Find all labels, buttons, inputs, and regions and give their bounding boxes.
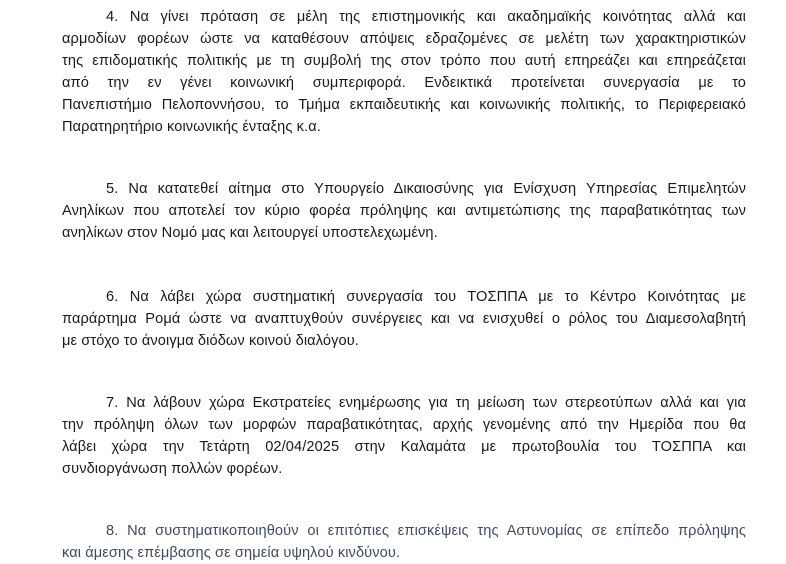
paragraph-5 (62, 178, 746, 244)
text-line: 6. Να λάβει χώρα συστηματική συνεργασία του ΤΟΣΠΠΑ με το Κέντρο Κοινότητας με (106, 289, 746, 305)
paragraph-spacer (62, 138, 746, 178)
paragraph-spacer (62, 352, 746, 392)
text-line: αρμοδίων φορέων ώστε να καταθέσουν απόψεις εδραζομένες σε μελέτη των χαρακτηριστικών (62, 31, 746, 47)
text-line: την πρόληψη όλων των μορφών παραβατικότητας, αρχής γενομένης από την Ημερίδα που θα (62, 417, 746, 433)
text-line: λάβει χώρα την Τετάρτη 02/04/2025 στην Καλαμάτα με πρωτοβουλία του ΤΟΣΠΠΑ και (62, 439, 746, 455)
paragraph-8 (62, 520, 746, 564)
text-line: Ανηλίκων που αποτελεί τον κύριο φορέα πρόληψης και αντιμετώπισης της παραβατικότητας των (62, 203, 746, 219)
text-line: 4. Να γίνει πρόταση σε μέλη της επιστημονικής και ακαδημαϊκής κοινότητας αλλά και (106, 9, 746, 25)
text-line: 5. Να κατατεθεί αίτημα στο Υπουργείο Δικαιοσύνης για Ενίσχυση Υπηρεσίας Επιμελητών (106, 181, 746, 197)
text-line: συνδιοργάνωση πολλών φορέων. (62, 461, 283, 477)
paragraph-spacer (62, 480, 746, 520)
text-line: με στόχο το άνοιγμα διόδων κοινού διαλόγου. (62, 333, 359, 349)
text-line: και άμεσης επέμβασης σε σημεία υψηλού κινδύνου. (62, 545, 401, 561)
text-line: Παρατηρητήριο κοινωνικής ένταξης κ.α. (62, 119, 321, 135)
paragraph-6 (62, 286, 746, 352)
paragraph-spacer (62, 244, 746, 286)
text-line: της επιδοματικής πολιτικής με τη συμβολή της στον τρόπο που αυτή επηρεάζει και επηρεάζεται (62, 53, 746, 69)
text-line: από την εν γένει κοινωνική συμπεριφορά. Ενδεικτικά προτείνεται συνεργασία με το (62, 75, 746, 91)
text-line: παράρτημα Ρομά ώστε να αναπτυχθούν συνέργειες και να ενισχυθεί ο ρόλος του Διαμεσολαβητή (62, 311, 746, 327)
paragraph-4 (62, 6, 746, 138)
text-line: Πανεπιστήμιο Πελοποννήσου, το Τμήμα εκπαιδευτικής και κοινωνικής πολιτικής, το Περιφερειακό (62, 97, 746, 113)
text-line: 7. Να λάβουν χώρα Εκστρατείες ενημέρωσης για τη μείωση των στερεοτύπων αλλά και για (106, 395, 746, 411)
paragraph-7 (62, 392, 746, 480)
text-line: ανηλίκων στον Νομό μας και λειτουργεί υποστελεχωμένη. (62, 225, 438, 241)
text-line: 8. Να συστηματικοποιηθούν οι επιτόπιες επισκέψεις της Αστυνομίας σε επίπεδο πρόληψης (106, 523, 746, 539)
